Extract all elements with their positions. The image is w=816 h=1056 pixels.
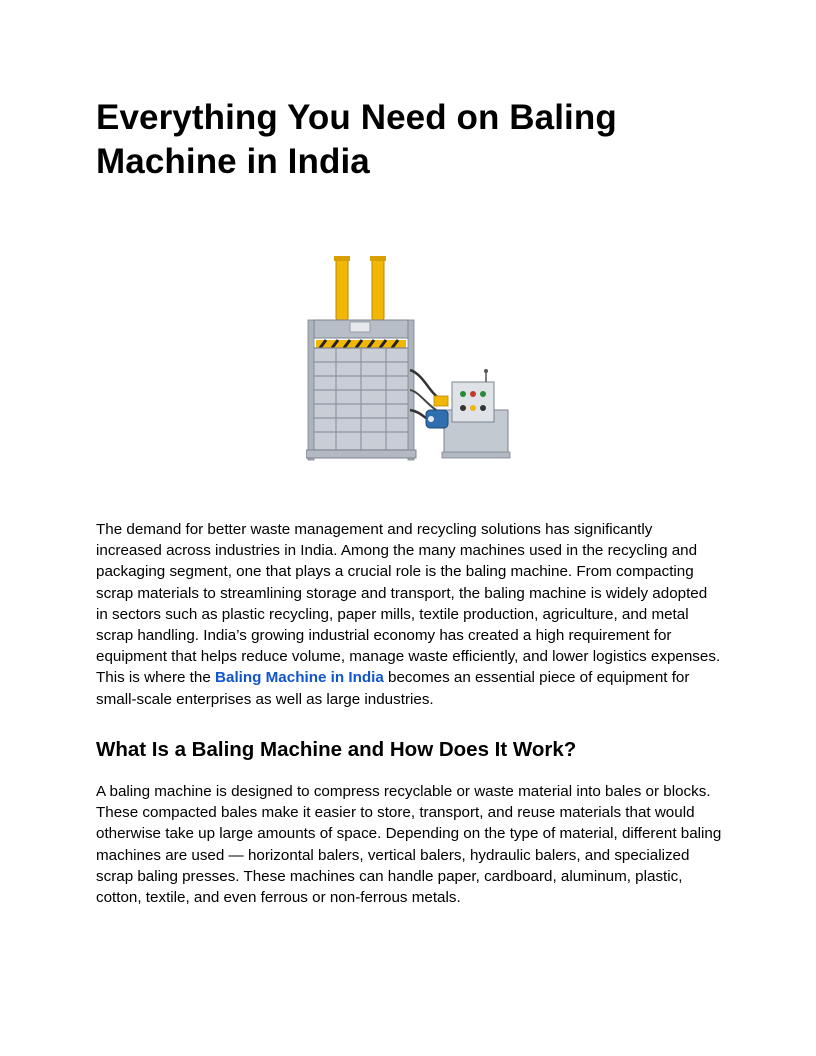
baling-machine-figure xyxy=(306,250,512,462)
section-paragraph: A baling machine is designed to compress recyclable or waste material into bales or blocks. These compacted bales make it easier to store, transport, and reuse materials that would otherwise take up large amounts of space. Depending on the type of material, different baling machines are used — horizontal balers, vertical balers, hydraulic balers, and specialized scrap baling presses. These machines can handle paper, cardboard, aluminum, plastic, cotton, textile, and even ferrous or non-ferrous metals. xyxy=(96,783,722,907)
intro-text-after-link: becomes an essential piece of equipment for small-scale enterprises as well as large industries. xyxy=(96,669,690,708)
page-title: Everything You Need on Baling Machine in India xyxy=(96,98,617,181)
intro-text-before-link: The demand for better waste management and recycling solutions has significantly increased across industries in India. Among the many machines used in the recycling and packaging segment, one that plays a crucial role is the baling machine. From compacting scrap materials to streamlining storage and transport, the baling machine is widely adopted in sectors such as plastic recycling, paper mills, textile production, agriculture, and metal scrap handling. India’s growing industrial economy has created a high requirement for equipment that helps reduce volume, manage waste efficiently, and lower logistics expenses. This is where the xyxy=(96,521,721,687)
baling-machine-link[interactable]: Baling Machine in India xyxy=(215,669,384,687)
intro-paragraph xyxy=(96,519,722,710)
baling-machine-illustration xyxy=(306,250,512,462)
section-heading: What Is a Baling Machine and How Does It Work? xyxy=(96,738,577,761)
